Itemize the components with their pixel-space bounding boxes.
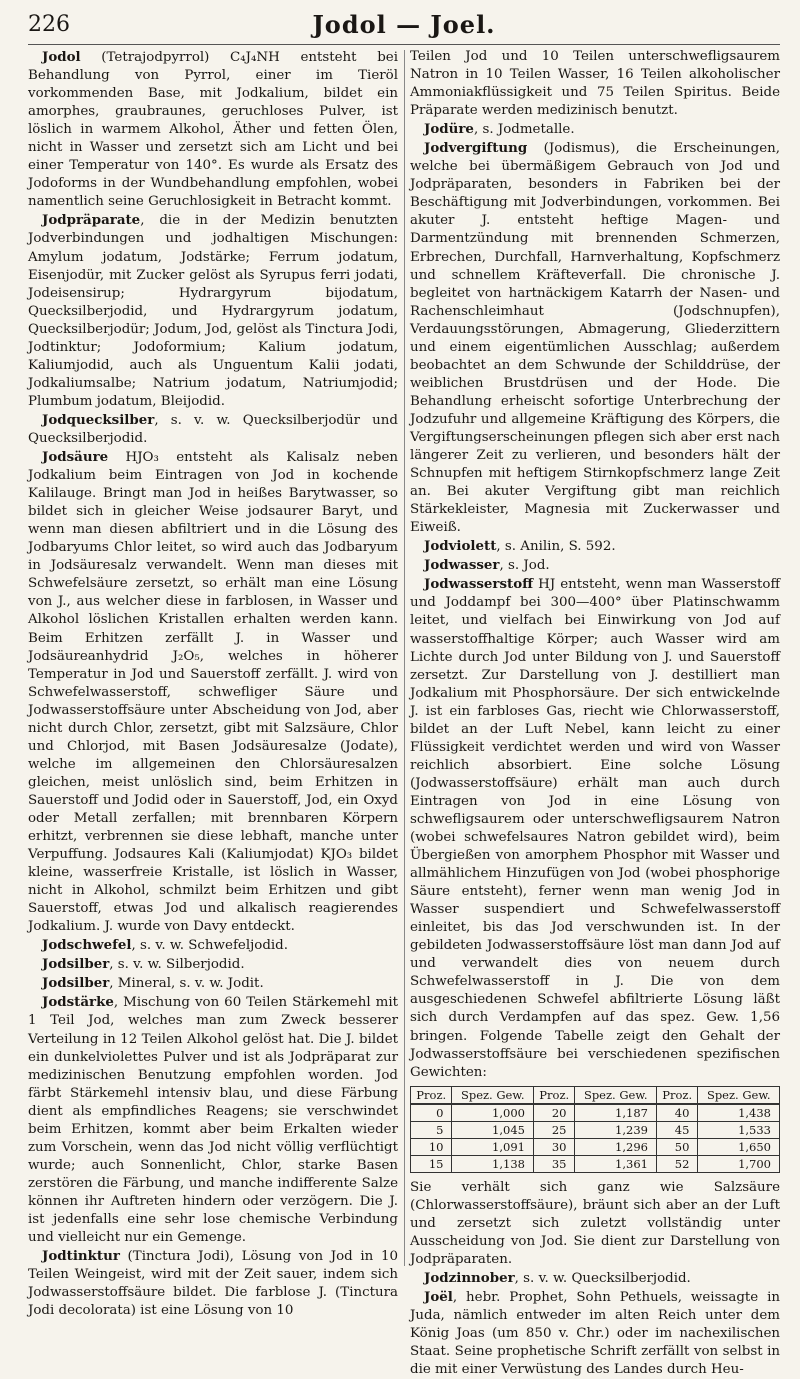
table-header-cell: Spez. Gew. [698,1086,780,1104]
entry-lemma: Jodsilber [42,975,110,992]
entry-lemma: Jodtinktur [42,1248,120,1265]
entry-text: , Mischung von 60 Teilen Stärkemehl mit 1 Teil Jod, welches man zum Zweck besserer Verteilung in 12 Teilen Alkohol gelöst hat. Die J. bildet ein dunkelviolettes Pulver und ist als Jodpräparat zur medizinischen Benutzung empfohlen worden. Jod färbt Stärkemehl intensiv blau, und diese Färbung dient als empfindliches Reagens; sie verschwindet beim Erhitzen, kommt aber beim Erkalten wieder zum Vorschein, wenn das Jod nicht völlig verflüchtigt wurde; auch Sonnenlicht, Chlor, starke Basen zerstören die Färbung, und manche indifferente Salze können ihr Auftreten hindern oder verzögern. Die J. ist jedenfalls eine sehr lose chemische Verbindung und vielleicht nur ein Gemenge. [28,995,398,1246]
right-column-lower [410,1179,780,1379]
entry-text: , s. v. w. Schwefeljodid. [131,938,288,954]
entry-paragraph [28,955,398,974]
entry-text: Teilen Jod und 10 Teilen unterschwefligsaurem Natron in 10 Teilen Wasser, 16 Teilen alkoholischer Ammoniakflüssigkeit und 75 Teilen Spiritus. Beide Präparate werden medizinisch benutzt. [410,49,780,119]
table-cell: 1,296 [575,1138,657,1155]
entry-text: HJ entsteht, wenn man Wasserstoff und Joddampf bei 300—400° über Platinschwamm leitet, und vielfach bei Einwirkung von Jod auf wasserstoffhaltige Körper; auch Wasser wird am Lichte durch Jod unter Bildung von J. und Sauerstoff zersetzt. Zur Darstellung von J. destilliert man Jodkalium mit Phosphorsäure. Der sich entwickelnde J. ist ein farbloses Gas, riecht wie Chlorwasserstoff, bildet an der Luft Nebel, kann leicht zu einer Flüssigkeit verdichtet werden und wird von Wasser reichlich absorbiert. Eine solche Lösung (Jodwasserstoffsäure) erhält man auch durch Eintragen von Jod in eine Lösung von schwefligsaurem oder unterschwefligsaurem Natron (wobei schwefelsaures Natron gebildet wird), beim Übergießen von amorphem Phosphor mit Wasser und allmählichem Hinzufügen von Jod (wobei phosphorige Säure entsteht), ferner wenn man wenig Jod in Wasser suspendiert und Schwefelwasserstoff einleitet, bis das Jod verschwunden ist. In der gebildeten Jodwasserstoffsäure löst man dann Jod auf und verwandelt dies von neuem durch Schwefelwasserstoff in J. Die von dem ausgeschiedenen Schwefel abfiltrierte Lösung läßt sich durch Verdampfen auf das spez. Gew. 1,56 bringen. Folgende Tabelle zeigt den Gehalt der Jodwasserstoffsäure bei verschiedenen spezifischen Gewichten: [410,577,780,1080]
table-header-cell: Proz. [411,1086,452,1104]
table-cell: 0 [411,1104,452,1122]
entry-text: HJO₃ entsteht als Kalisalz neben Jodkalium beim Eintragen von Jod in kochende Kalilauge. Bringt man Jod in heißes Barytwasser, so bildet sich in gleicher Weise jodsaurer Baryt, und wenn man diesen abfiltriert und in die Lösung des Jodbaryums Chlor leitet, so wird auch das Jodbaryum in Jodsäuresalz verwandelt. Wenn man dieses mit Schwefelsäure zersetzt, so erhält man eine Lösung von J., aus welcher diese in farblosen, in Wasser und Alkohol löslichen Kristallen erhalten werden kann. Beim Erhitzen zerfällt J. in Wasser und Jodsäureanhydrid J₂O₅, welches in höherer Temperatur in Jod und Sauerstoff zerfällt. J. wird von Schwefelwasserstoff, schwefliger Säure und Jodwasserstoffsäure unter Abscheidung von Jod, aber nicht durch Chlor, zersetzt, gibt mit Salzsäure, Chlor und Chlorjod, mit Basen Jodsäuresalze (Jodate), welche im allgemeinen den Chlorsäuresalzen gleichen, meist unlöslich sind, beim Erhitzen in Sauerstoff und Jodid oder in Sauerstoff, Jod, ein Oxyd oder Metall zerfallen; mit brennbaren Körpern erhitzt, verbrennen sie diese lebhaft, manche unter Verpuffung. Jodsaures Kali (Kaliumjodat) KJO₃ bildet kleine, wasserfreie Kristalle, ist löslich in Wasser, nicht in Alkohol, schmilzt beim Erhitzen und gibt Sauerstoff, etwas Jod und alkalisch reagierendes Jodkalium. J. wurde von Davy entdeckt. [28,450,398,935]
entry-text: , Mineral, s. v. w. Jodit. [109,976,264,992]
header-rule [28,44,780,45]
entry-lemma: Jodwasserstoff [424,576,534,593]
entry-text: , hebr. Prophet, Sohn Pethuels, weissagte in Juda, nämlich entweder im alten Reich unter dem König Joas (um 850 v. Chr.) oder im nachexilischen Staat. Seine prophetische Schrift zerfällt von selbst in die mit einer Verwüstung des Landes durch Heu- [410,1289,780,1378]
running-title: Jodol — Joel. [312,10,496,39]
entry-paragraph [28,1247,398,1320]
entry-lemma: Jodzinnober [424,1269,515,1286]
entry-text: , s. v. w. Quecksilberjodür und Quecksilberjodid. [28,412,398,446]
text-columns [28,48,780,1378]
table-cell: 25 [533,1121,574,1138]
left-column [28,48,398,1320]
entry-lemma: Jodviolett [424,538,497,555]
entry-lemma: Jodquecksilber [42,411,155,428]
entry-paragraph [410,575,780,1081]
entry-lemma: Jodvergiftung [424,140,528,157]
table-cell: 1,239 [575,1121,657,1138]
table-row [411,1138,780,1155]
right-column [410,48,780,1379]
table-cell: 10 [411,1138,452,1155]
entry-text: (Tinctura Jodi), Lösung von Jod in 10 Teilen Weingeist, wird mit der Zeit sauer, indem sich Jodwasserstoffsäure bildet. Die farblose J. (Tinctura Jodi decolorata) ist eine Lösung von 10 [28,1249,398,1319]
entry-paragraph [410,120,780,139]
entry-lemma: Jodwasser [424,557,500,574]
page-header [28,8,780,44]
table-cell: 1,650 [698,1138,780,1155]
entry-paragraph [410,1179,780,1269]
table-header-cell: Spez. Gew. [575,1086,657,1104]
table-cell: 1,045 [452,1121,534,1138]
entry-lemma: Jodstärke [42,994,114,1011]
table-cell: 20 [533,1104,574,1122]
entry-lemma: Jodschwefel [42,937,132,954]
entry-lemma: Joël [424,1288,453,1305]
table-cell: 5 [411,1121,452,1138]
table-cell: 1,138 [452,1155,534,1172]
entry-lemma: Jodpräparate [42,212,141,229]
table-cell: 1,091 [452,1138,534,1155]
entry-paragraph [28,936,398,955]
table-cell: 50 [656,1138,697,1155]
table-header-cell: Spez. Gew. [452,1086,534,1104]
document-page [28,8,780,1378]
table-body [411,1104,780,1173]
page-number: 226 [28,12,70,37]
entry-text: (Jodismus), die Erscheinungen, welche bei übermäßigem Gebrauch von Jod und Jodpräparaten, besonders in Fabriken bei der Beschäftigung mit Jodverbindungen, vorkommen. Bei akuter J. entsteht heftige Magen- und Darmentzündung mit brennenden Schmerzen, Erbrechen, Durchfall, Harnverhaltung, Kopfschmerz und schnellem Kräfteverfall. Die chronische J. begleitet von hartnäckigem Katarrh der Nasen- und Rachenschleimhaut (Jodschnupfen), Verdauungsstörungen, Abmagerung, Gliederzittern und einem eigentümlichen Ausschlag; außerdem beobachtet an dem Schwunde der Schilddrüse, der weiblichen Brustdrüsen und der Hode. Die Behandlung erheischt sofortige Unterbrechung der Jodzufuhr und allgemeine Kräftigung des Körpers, die Vergiftungserscheinungen pflegen sich aber erst nach längerer Zeit zu verlieren, und besonders hält der Schnupfen mit heftigem Stirnkopfschmerz lange Zeit an. Bei akuter Vergiftung gibt man reichlich Stärkekleister, Magnesia mit Zuckerwasser und Eiweiß. [410,141,780,536]
entry-paragraph [28,411,398,448]
table-header-cell: Proz. [656,1086,697,1104]
table-cell: 1,700 [698,1155,780,1172]
entry-text: , s. v. w. Silberjodid. [109,957,245,973]
entry-paragraph [410,48,780,120]
table-cell: 35 [533,1155,574,1172]
entry-paragraph [410,1269,780,1288]
table-row [411,1121,780,1138]
table-header-row [411,1086,780,1104]
specific-gravity-table [410,1086,780,1173]
entry-lemma: Jodüre [424,121,474,138]
table-cell: 45 [656,1121,697,1138]
entry-lemma: Jodsilber [42,956,110,973]
entry-text: , die in der Medizin benutzten Jodverbindungen und jodhaltigen Mischungen: Amylum jodatum, Jodstärke; Ferrum jodatum, Eisenjodür, mit Zucker gelöst als Syrupus ferri jodati, Jodeisensirup; Hydrargyrum bijodatum, Quecksilberjodid, und Hydrargyrum jodatum, Quecksilberjodür; Jodum, Jod, gelöst als Tinctura Jodi, Jodtinktur; Jodoformium; Kalium jodatum, Kaliumjodid, auch als Unguentum Kalii jodati, Jodkaliumsalbe; Natrium jodatum, Natriumjodid; Plumbum jodatum, Bleijodid. [28,213,398,409]
table-cell: 1,187 [575,1104,657,1122]
table-row [411,1155,780,1172]
entry-text: Sie verhält sich ganz wie Salzsäure (Chlorwasserstoffsäure), bräunt sich aber an der Luft und zersetzt sich zuletzt vollständig unter Ausscheidung von Jod. Sie dient zur Darstellung von Jodpräparaten. [410,1179,780,1267]
entry-paragraph [410,556,780,575]
entry-lemma: Jodol [42,49,81,65]
entry-text: (Tetrajodpyrrol) C₄J₄NH entsteht bei Behandlung von Pyrrol, einer im Tieröl vorkommenden Base, mit Jodkalium, bildet ein amorphes, graubraunes, geruchloses Pulver, ist löslich in warmem Alkohol, Äther und fetten Ölen, nicht in Wasser und zersetzt sich am Licht und bei einer Temperatur von 140°. Es wurde als Ersatz des Jodoforms in der Wundbehandlung empfohlen, wobei namentlich seine Geruchlosigkeit in Betracht kommt. [28,50,398,210]
table-cell: 1,438 [698,1104,780,1122]
table-cell: 52 [656,1155,697,1172]
table-cell: 1,361 [575,1155,657,1172]
table-cell: 30 [533,1138,574,1155]
entry-lemma: Jodsäure [42,449,109,466]
entry-paragraph [28,211,398,411]
entry-paragraph [28,448,398,936]
table-cell: 1,000 [452,1104,534,1122]
table-cell: 15 [411,1155,452,1172]
entry-text: , s. Anilin, S. 592. [496,539,616,555]
column-divider [404,50,405,1266]
entry-text: , s. Jodmetalle. [473,122,575,138]
right-column-upper [410,48,780,1082]
entry-paragraph [410,537,780,556]
entry-text: , s. v. w. Quecksilberjodid. [514,1270,691,1286]
entry-paragraph [28,974,398,993]
entry-paragraph [28,993,398,1247]
entry-paragraph [410,139,780,537]
entry-paragraph [28,48,398,211]
entry-text: , s. Jod. [499,558,550,574]
table-header-cell: Proz. [533,1086,574,1104]
table-row [411,1104,780,1122]
entry-paragraph [410,1288,780,1379]
table-cell: 40 [656,1104,697,1122]
table-cell: 1,533 [698,1121,780,1138]
